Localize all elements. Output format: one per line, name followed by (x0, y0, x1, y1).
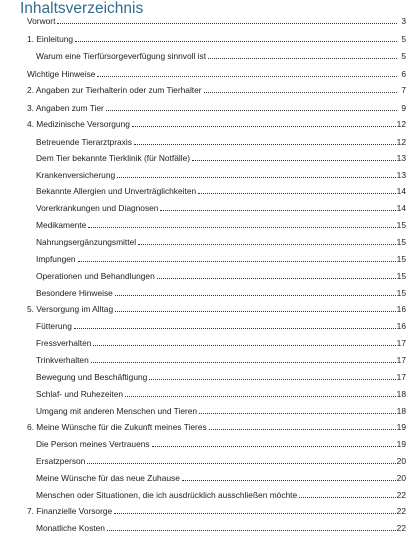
toc-page-number: 20 (396, 473, 406, 483)
toc-entry[interactable] (27, 300, 406, 314)
dot-leader (160, 209, 395, 211)
dot-leader (115, 310, 396, 312)
toc-page-number: 12 (396, 119, 406, 129)
toc-page-number: 18 (396, 389, 406, 399)
toc-subentry[interactable] (36, 351, 406, 365)
dot-leader (93, 344, 395, 346)
toc-entry-label: 3. Angaben zum Tier (27, 103, 104, 113)
toc-entry-label: Monatliche Kosten (36, 523, 105, 533)
toc-subentry[interactable] (36, 47, 406, 61)
toc-page-number: 18 (396, 406, 406, 416)
toc-subentry[interactable] (36, 199, 406, 213)
dot-leader (199, 412, 396, 414)
toc-page-number: 15 (396, 254, 406, 264)
toc-entry[interactable] (27, 115, 406, 129)
toc-subentry[interactable] (36, 149, 406, 163)
toc-entry-label: Operationen und Behandlungen (36, 271, 155, 281)
toc-subentry[interactable] (36, 486, 406, 500)
dot-leader (88, 226, 395, 228)
dot-leader (192, 159, 396, 161)
dot-leader (117, 176, 396, 178)
toc-page-number: 16 (396, 304, 406, 314)
dot-leader (125, 395, 396, 397)
toc-page-number: 16 (396, 321, 406, 331)
toc-entry-label: Krankenversicherung (36, 170, 116, 180)
toc-subentry[interactable] (36, 216, 406, 230)
dot-leader (74, 327, 396, 329)
toc-entry-label: Nahrungsergänzungsmittel (36, 237, 137, 247)
toc-entry-label: Bekannte Allergien und Unverträglichkeiten (36, 186, 197, 196)
toc-entry-label: Vorerkrankungen und Diagnosen (36, 203, 159, 213)
toc-page-number: 5 (401, 51, 406, 61)
toc-subentry[interactable] (36, 317, 406, 331)
toc-entry[interactable] (27, 12, 406, 26)
toc-subentry[interactable] (36, 133, 406, 147)
toc-subentry[interactable] (36, 385, 406, 399)
toc-page-number: 22 (396, 523, 406, 533)
toc-page-number: 19 (396, 422, 406, 432)
toc-page-number: 15 (396, 220, 406, 230)
toc-page-number: 13 (396, 153, 406, 163)
toc-entry-label: Die Person meines Vertrauens (36, 439, 150, 449)
dot-leader (149, 378, 395, 380)
dot-leader (78, 260, 396, 262)
toc-entry-label: 7. Finanzielle Vorsorge (27, 506, 113, 516)
toc-entry-label: 5. Versorgung im Alltag (27, 304, 114, 314)
toc-entry-label: Schlaf- und Ruhezeiten (36, 389, 124, 399)
toc-subentry[interactable] (36, 250, 406, 264)
toc-entry-label: Fressverhalten (36, 338, 92, 348)
dot-leader (132, 125, 396, 127)
toc-entry[interactable] (27, 99, 406, 113)
dot-leader (75, 40, 397, 42)
toc-entry-label: Ersatzperson (36, 456, 86, 466)
toc-page-number: 17 (396, 355, 406, 365)
dot-leader (57, 22, 397, 24)
toc-page-number: 15 (396, 271, 406, 281)
toc-page-number: 19 (396, 439, 406, 449)
toc-subentry[interactable] (36, 469, 406, 483)
toc-page-number: 3 (401, 16, 406, 26)
toc-subentry[interactable] (36, 233, 406, 247)
toc-subentry[interactable] (36, 284, 406, 298)
dot-leader (299, 496, 396, 498)
toc-page-number: 15 (396, 288, 406, 298)
toc-page-number: 6 (401, 69, 406, 79)
toc-entry-label: Betreuende Tierarztpraxis (36, 137, 132, 147)
toc-entry-label: Warum eine Tierfürsorgeverfügung sinnvoll ist (36, 51, 207, 61)
toc-entry-label: 2. Angaben zur Tierhalterin oder zum Tierhalter (27, 85, 202, 95)
toc-subentry[interactable] (36, 334, 406, 348)
toc-entry-label: 4. Medizinische Versorgung (27, 119, 130, 129)
toc-page-number: 22 (396, 506, 406, 516)
toc-page-number: 17 (396, 338, 406, 348)
toc-entry[interactable] (27, 81, 406, 95)
dot-leader (152, 445, 396, 447)
dot-leader (157, 277, 396, 279)
dot-leader (209, 428, 396, 430)
toc-entry[interactable] (27, 30, 406, 44)
toc-entry-label: Menschen oder Situationen, die ich ausdrücklich ausschließen möchte (36, 490, 298, 500)
dot-leader (91, 361, 396, 363)
dot-leader (198, 192, 396, 194)
toc-entry-label: Impfungen (36, 254, 76, 264)
toc-page-number: 13 (396, 170, 406, 180)
dot-leader (114, 512, 395, 514)
toc-page-number: 22 (396, 490, 406, 500)
toc-page-number: 14 (396, 186, 406, 196)
toc-subentry[interactable] (36, 435, 406, 449)
toc-page-number: 17 (396, 372, 406, 382)
page-title: Inhaltsverzeichnis (20, 0, 144, 17)
toc-page-number: 5 (401, 34, 406, 44)
dot-leader (106, 109, 397, 111)
toc-entry[interactable] (27, 418, 406, 432)
toc-page-number: 14 (396, 203, 406, 213)
dot-leader (134, 143, 396, 145)
toc-subentry[interactable] (36, 452, 406, 466)
toc-entry-label: 1. Einleitung (27, 34, 74, 44)
toc-subentry[interactable] (36, 182, 406, 196)
toc-page-number: 9 (401, 103, 406, 113)
toc-entry-label: Bewegung und Beschäftigung (36, 372, 148, 382)
toc-entry-label: Dem Tier bekannte Tierklinik (für Notfälle) (36, 153, 191, 163)
dot-leader (97, 75, 397, 77)
toc-page-number: 7 (401, 85, 406, 95)
dot-leader (87, 462, 395, 464)
toc-entry-label: Medikamente (36, 220, 87, 230)
toc-entry-label: Meine Wünsche für das neue Zuhause (36, 473, 180, 483)
toc-entry-label: Umgang mit anderen Menschen und Tieren (36, 406, 198, 416)
dot-leader (182, 479, 396, 481)
toc-entry-label: Besondere Hinweise (36, 288, 113, 298)
toc-subentry[interactable] (36, 267, 406, 281)
dot-leader (115, 294, 396, 296)
toc-entry[interactable] (27, 502, 406, 516)
toc-page-number: 20 (396, 456, 406, 466)
toc-entry-label: Wichtige Hinweise (27, 69, 96, 79)
toc-page-number: 15 (396, 237, 406, 247)
toc-entry-label: Fütterung (36, 321, 72, 331)
dot-leader (208, 57, 397, 59)
toc-entry-label: 6. Meine Wünsche für die Zukunft meines Tieres (27, 422, 207, 432)
toc-subentry[interactable] (36, 166, 406, 180)
toc-page-number: 12 (396, 137, 406, 147)
dot-leader (138, 243, 396, 245)
toc-entry[interactable] (27, 65, 406, 79)
toc-subentry[interactable] (36, 368, 406, 382)
toc-entry-label: Trinkverhalten (36, 355, 89, 365)
toc-entry-label: Vorwort (27, 16, 56, 26)
dot-leader (204, 91, 397, 93)
toc-subentry[interactable] (36, 402, 406, 416)
